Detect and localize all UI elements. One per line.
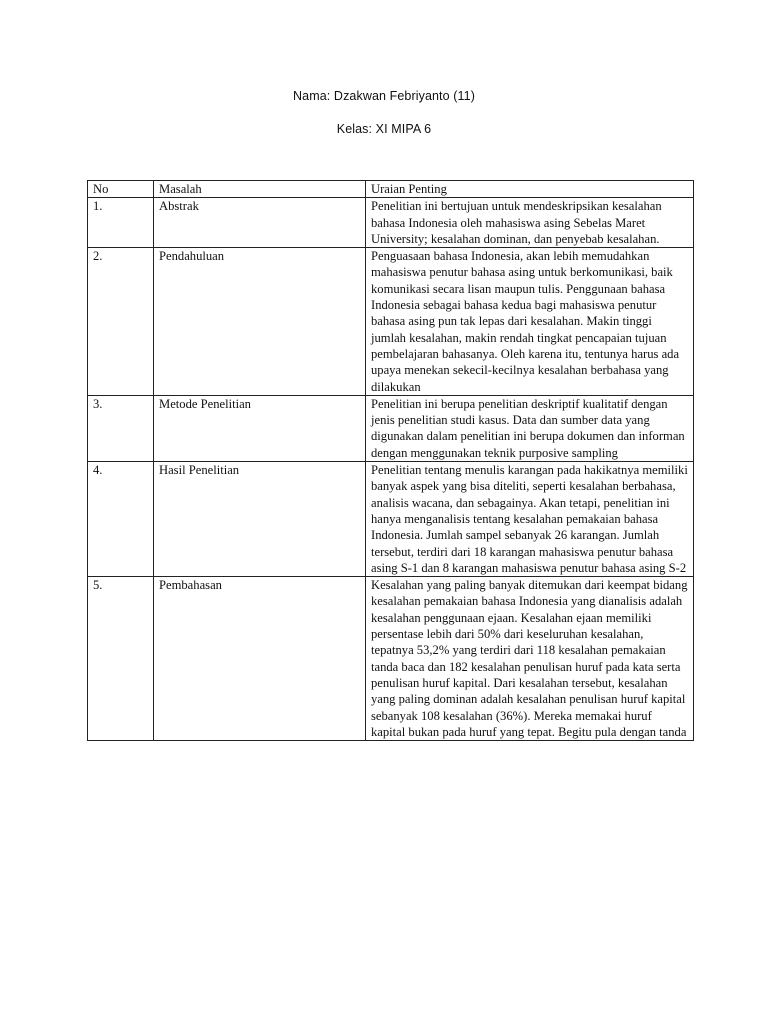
- row-uraian: Penelitian tentang menulis karangan pada hakikatnya memiliki banyak aspek yang bisa diteliti, seperti kesalahan berbahasa, analisis wacana, dan sebagainya. Akan tetapi, penelitian ini hanya menganalisis tentang kesalahan pemakaian bahasa Indonesia. Jumlah sampel sebanyak 26 karangan. Jumlah tersebut, terdiri dari 18 karangan mahasiswa penutur bahasa asing S-1 dan 8 karangan mahasiswa penutur bahasa asing S-2: [366, 462, 694, 577]
- row-masalah: Hasil Penelitian: [154, 462, 366, 577]
- table-row: [88, 248, 694, 396]
- row-masalah: Pendahuluan: [154, 248, 366, 396]
- row-number: 1.: [88, 198, 154, 248]
- row-uraian: Kesalahan yang paling banyak ditemukan dari keempat bidang kesalahan pemakaian bahasa Indonesia yang dianalisis adalah kesalahan penggunaan ejaan. Kesalahan ejaan memiliki persentase lebih dari 50% dari keseluruhan kesalahan, tepatnya 53,2% yang terdiri dari 118 kesalahan pemakaian tanda baca dan 182 kesalahan penulisan huruf pada kata serta penulisan huruf kapital. Dari kesalahan tersebut, kesalahan yang paling dominan adalah kesalahan penulisan huruf kapital sebanyak 108 kesalahan (36%). Mereka memakai huruf kapital bukan pada huruf yang tepat. Begitu pula dengan tanda: [366, 577, 694, 741]
- row-number: 4.: [88, 462, 154, 577]
- table-row: [88, 577, 694, 741]
- column-header-masalah: Masalah: [154, 181, 366, 198]
- table-row: [88, 462, 694, 577]
- column-header-uraian: Uraian Penting: [366, 181, 694, 198]
- student-name-line: Nama: Dzakwan Febriyanto (11): [293, 89, 475, 103]
- column-header-no: No: [88, 181, 154, 198]
- row-number: 5.: [88, 577, 154, 741]
- row-number: 3.: [88, 395, 154, 461]
- student-class-line: Kelas: XI MIPA 6: [336, 122, 432, 136]
- row-masalah: Pembahasan: [154, 577, 366, 741]
- row-masalah: Metode Penelitian: [154, 395, 366, 461]
- table-row: [88, 198, 694, 248]
- row-uraian: Penelitian ini berupa penelitian deskriptif kualitatif dengan jenis penelitian studi kasus. Data dan sumber data yang digunakan dalam penelitian ini berupa dokumen dan informan dengan menggunakan teknik purposive sampling: [366, 395, 694, 461]
- row-masalah: Abstrak: [154, 198, 366, 248]
- row-uraian: Penelitian ini bertujuan untuk mendeskripsikan kesalahan bahasa Indonesia oleh mahasiswa asing Sebelas Maret University; kesalahan dominan, dan penyebab kesalahan.: [366, 198, 694, 248]
- summary-table: [87, 180, 694, 741]
- table-header-row: [88, 181, 694, 198]
- row-uraian: Penguasaan bahasa Indonesia, akan lebih memudahkan mahasiswa penutur bahasa asing untuk berkomunikasi, baik komunikasi secara lisan maupun tulis. Penggunaan bahasa Indonesia sebagai bahasa kedua bagi mahasiswa penutur bahasa asing pun tak lepas dari kesalahan. Makin tinggi jumlah kesalahan, makin rendah tingkat pencapaian tujuan pembelajaran bahasanya. Oleh karena itu, tentunya harus ada upaya menekan sekecil-kecilnya kesalahan berbahasa yang dilakukan: [366, 248, 694, 396]
- row-number: 2.: [88, 248, 154, 396]
- table-row: [88, 395, 694, 461]
